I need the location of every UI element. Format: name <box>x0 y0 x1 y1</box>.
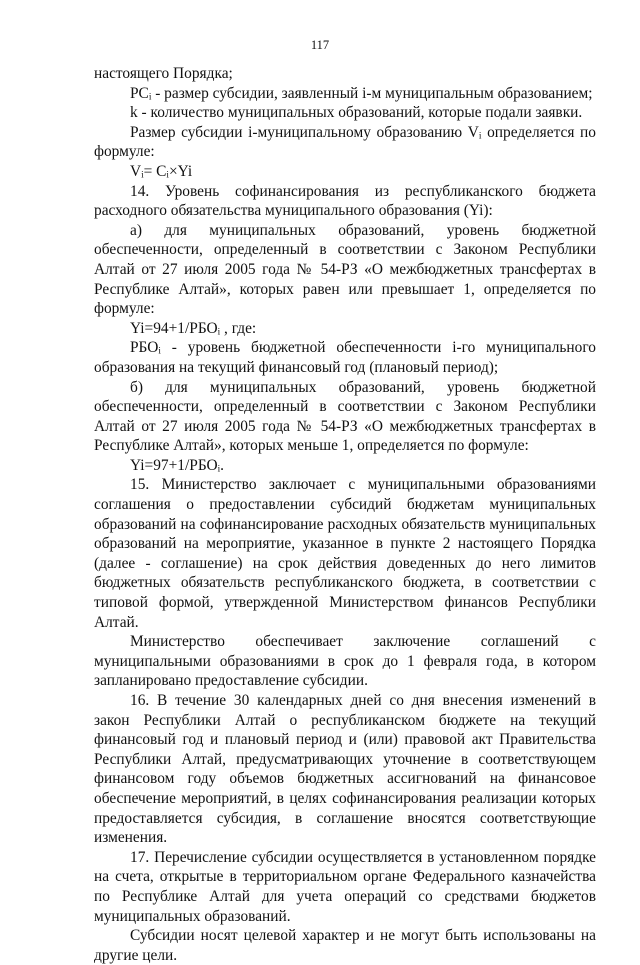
paragraph-pc-definition: PCᵢ - размер субсидии, заявленный i-м муниципальным образованием; <box>130 84 593 102</box>
formula-yi-97: Yi=97+1/РБОᵢ. <box>130 456 225 474</box>
paragraph-17: 17. Перечисление субсидии осуществляется в установленном порядке на счета, открытые в территориальном органе Федерального казначейства по Республике Алтай для учета операций со средствами бюджетов муниципальных образований. <box>94 848 596 925</box>
paragraph-14: 14. Уровень софинансирования из республиканского бюджета расходного обязательства муниципального образования (Yi): <box>94 182 596 220</box>
paragraph-16: 16. В течение 30 календарных дней со дня внесения изменений в закон Республики Алтай о республиканском бюджете на текущий финансовый год и плановый период и (или) правовой акт Правительства Республики Алтай, предусматривающих уточнение в соответствующем финансовом году объемов бюджетных ассигнований на финансовое обеспечение мероприятий, в целях софинансирования реализации которых предоставляется субсидия, в соглашение вносятся соответствующие изменения. <box>94 692 596 847</box>
paragraph-15-deadline: Министерство обеспечивает заключение соглашений с муниципальными образованиями в срок до 1 февраля года, в котором запланировано предоставление субсидии. <box>94 633 596 690</box>
paragraph-targeted-use: Субсидии носят целевой характер и не могут быть использованы на другие цели. <box>94 927 596 964</box>
formula-v: Vᵢ= Cᵢ×Yi <box>130 162 193 180</box>
page-number: 117 <box>310 38 330 52</box>
formula-yi-94: Yi=94+1/РБОᵢ , где: <box>130 319 257 337</box>
paragraph-15: 15. Министерство заключает с муниципальными образованиями соглашения о предоставлении субсидий бюджетам муниципальных образований на софинансирование расходных обязательств муниципальных образований на мероприятие, указанное в пункте 2 настоящего Порядка (далее - соглашение) на срок действия доведенных до него лимитов бюджетных обязательств республиканского бюджета, в соответствии с типовой формой, утвержденной Министерством финансов Республики Алтай. <box>94 476 596 631</box>
paragraph-subsidy-size: Размер субсидии i-муниципальному образованию Vᵢ определяется по формуле: <box>94 123 596 161</box>
paragraph-continuation: настоящего Порядка; <box>94 65 233 82</box>
paragraph-14b: б) для муниципальных образований, уровень бюджетной обеспеченности, определенный в соответствии с Законом Республики Алтай от 27 июля 2005 года № 54-РЗ «О межбюджетных трансфертах в Республике Алтай», которых меньше 1, определяется по формуле: <box>94 378 596 455</box>
paragraph-rbo-definition: РБОᵢ - уровень бюджетной обеспеченности i-го муниципального образования на текущий финансовый год (плановый период); <box>94 339 596 376</box>
document-body <box>94 64 596 965</box>
paragraph-k-definition: k - количество муниципальных образований, которые подали заявки. <box>130 104 583 122</box>
paragraph-14a: а) для муниципальных образований, уровень бюджетной обеспеченности, определенный в соответствии с Законом Республики Алтай от 27 июля 2005 года № 54-РЗ «О межбюджетных трансфертах в Республике Алтай», которых равен или превышает 1, определяется по формуле: <box>94 221 596 318</box>
